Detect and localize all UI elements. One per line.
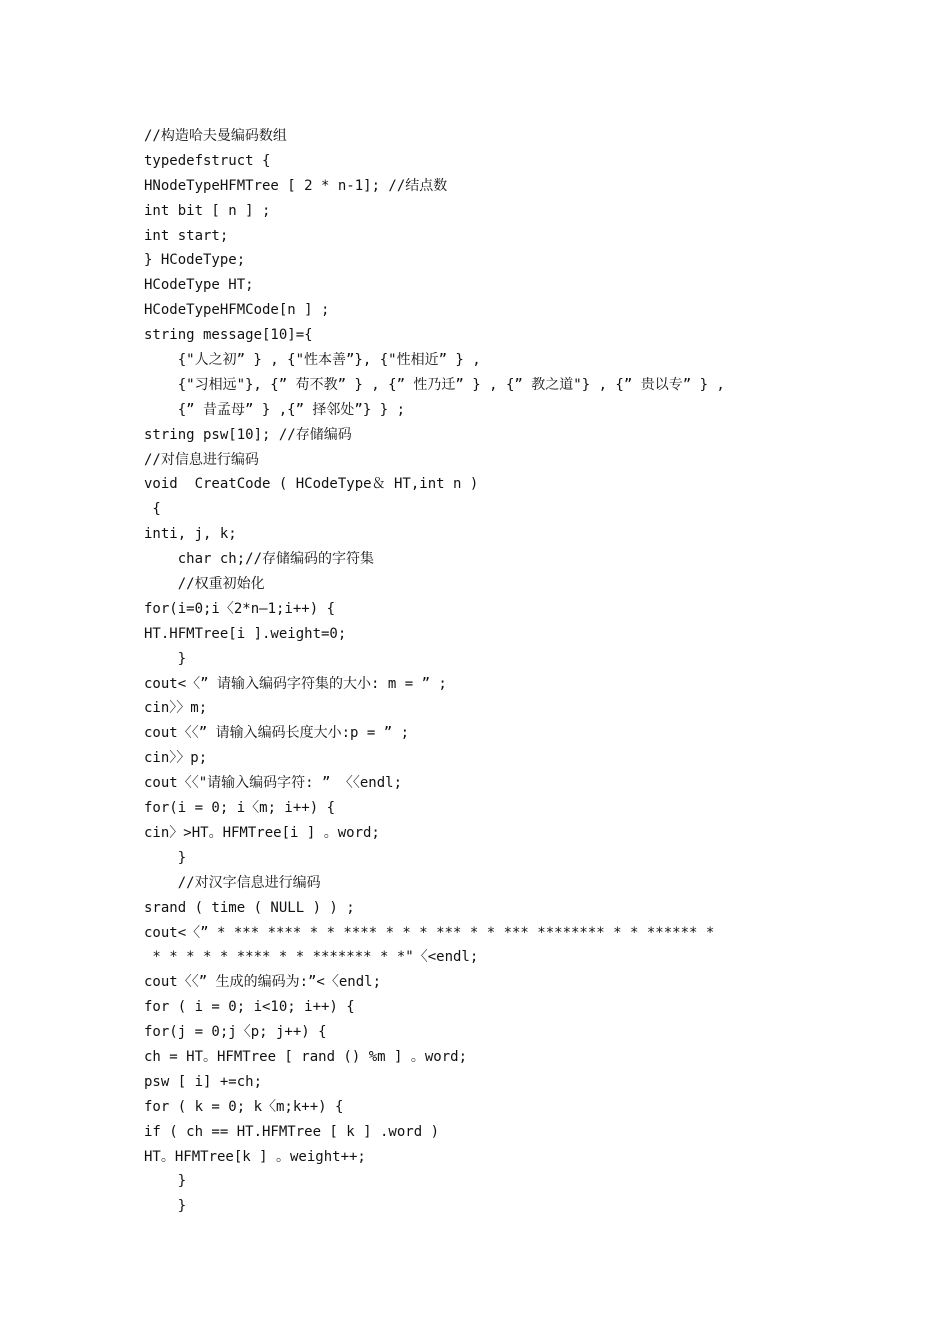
- code-line: cin〉〉m;: [144, 700, 208, 717]
- code-line: {"习相远"}, {” 苟不教” } , {” 性乃迁” } , {” 教之道"} , {” 贵以专” } ,: [144, 376, 725, 393]
- code-line: for(i=0;i〈2*n—1;i++) {: [144, 600, 336, 617]
- code-line: char ch;//存储编码的字符集: [144, 551, 375, 568]
- code-line: ch = HT。HFMTree [ rand () %m ] 。word;: [144, 1048, 468, 1065]
- code-line: //构造哈夫曼编码数组: [144, 128, 287, 144]
- code-line: {"人之初” } , {"性本善”}, {"性相近” } ,: [144, 352, 481, 369]
- code-line: //对信息进行编码: [144, 451, 259, 468]
- code-line: int bit [ n ] ;: [144, 202, 271, 219]
- code-line: HCodeType HT;: [144, 277, 254, 294]
- code-line: cout〈〈"请输入编码字符: ” 〈〈endl;: [144, 775, 403, 792]
- code-line: }: [144, 1173, 187, 1190]
- code-line: for(j = 0;j〈p; j++) {: [144, 1024, 327, 1041]
- code-line: //对汉字信息进行编码: [144, 874, 321, 891]
- code-line: string psw[10]; //存储编码: [144, 426, 352, 443]
- code-line: cout〈〈” 请输入编码长度大小:p = ” ;: [144, 725, 410, 742]
- code-line: cin〉>HT。HFMTree[i ] 。word;: [144, 824, 380, 841]
- code-line: {” 昔孟母” } ,{” 择邻处”} } ;: [144, 401, 406, 418]
- code-line: cin〉〉p;: [144, 750, 208, 767]
- code-line: cout〈〈” 生成的编码为:”<〈endl;: [144, 974, 382, 991]
- code-line: int start;: [144, 227, 229, 244]
- code-line: HT。HFMTree[k ] 。weight++;: [144, 1148, 366, 1165]
- code-line: typedefstruct {: [144, 152, 271, 169]
- code-line: inti, j, k;: [144, 526, 237, 543]
- code-line: for ( i = 0; i<10; i++) {: [144, 999, 355, 1016]
- code-line: srand ( time ( NULL ) ) ;: [144, 899, 355, 916]
- code-line: for ( k = 0; k〈m;k++) {: [144, 1098, 344, 1115]
- code-line: {: [144, 501, 161, 518]
- code-line: for(i = 0; i〈m; i++) {: [144, 800, 336, 817]
- code-line: psw [ i] +=ch;: [144, 1073, 263, 1090]
- code-line: }: [144, 1198, 187, 1215]
- code-line: } HCodeType;: [144, 252, 246, 269]
- code-line: HCodeTypeHFMCode[n ] ;: [144, 302, 330, 319]
- code-line: string message[10]={: [144, 327, 313, 344]
- code-line: cout<〈” * *** **** * * **** * * * *** * * *** ******** * * ****** *: [144, 924, 715, 941]
- code-line: HNodeTypeHFMTree [ 2 * n-1]; //结点数: [144, 177, 448, 194]
- code-line: if ( ch == HT.HFMTree [ k ] .word ): [144, 1123, 440, 1140]
- code-line: cout<〈” 请输入编码字符集的大小: m = ” ;: [144, 675, 447, 692]
- code-line: HT.HFMTree[i ].weight=0;: [144, 625, 347, 642]
- code-line: * * * * * **** * * ******* * *"〈<endl;: [144, 949, 479, 966]
- code-listing: [144, 124, 824, 1219]
- code-line: //权重初始化: [144, 576, 265, 593]
- code-line: }: [144, 849, 187, 866]
- code-line: }: [144, 650, 187, 667]
- code-line: void CreatCode ( HCodeType＆ HT,int n ): [144, 476, 479, 493]
